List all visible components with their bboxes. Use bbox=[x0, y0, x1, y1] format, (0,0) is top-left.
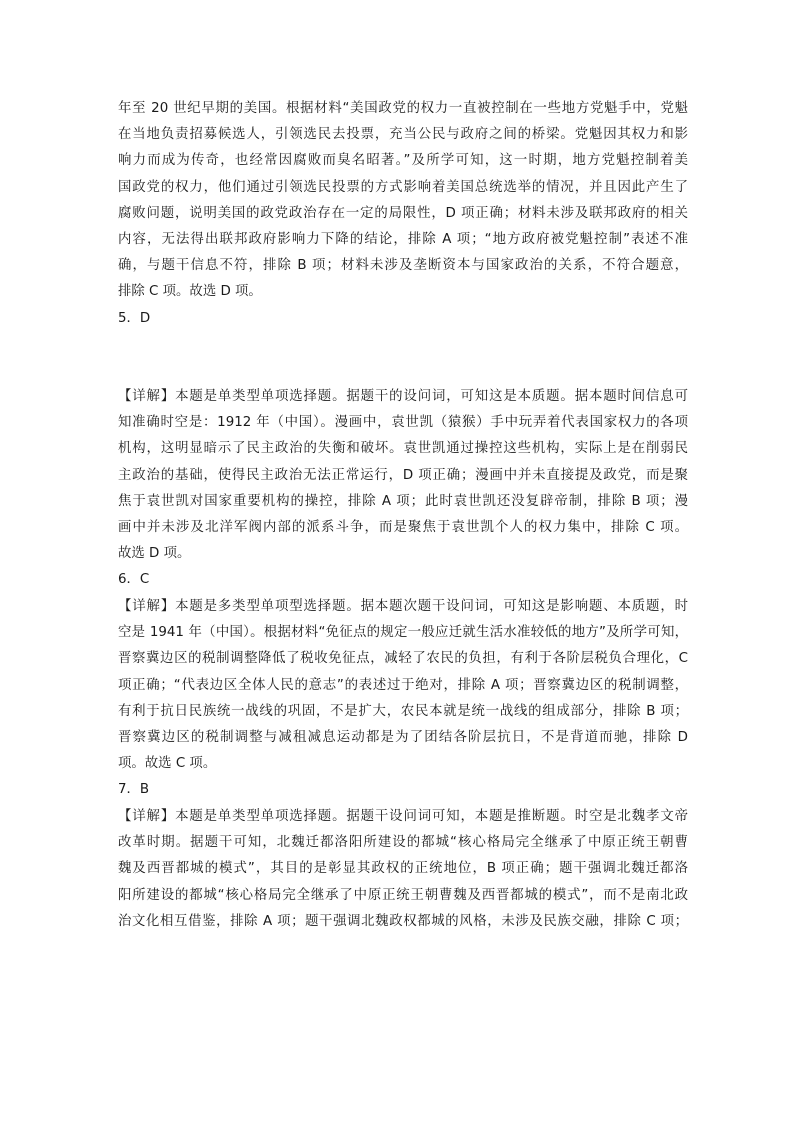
text-line: 改革时期。据题干可知，北魏迁都洛阳所建设的都城“核心格局完全继承了中原正统王朝曹 bbox=[118, 835, 688, 851]
text-line: 腐败问题，说明美国的政党政治存在一定的局限性，D 项正确；材料未涉及联邦政府的相关 bbox=[118, 205, 688, 221]
answer-4-explanation bbox=[118, 96, 688, 332]
text-line: 国政党的权力，他们通过引领选民投票的方式影响着美国总统选举的情况，并且因此产生了 bbox=[118, 179, 688, 195]
text-line: 项。故选 C 项。 bbox=[118, 756, 217, 772]
text-line: 画中并未涉及北洋军阀内部的派系斗争，而是聚焦于袁世凯个人的权力集中，排除 C 项。 bbox=[118, 519, 688, 535]
text-line: 年至 20 世纪早期的美国。根据材料“美国政党的权力一直被控制在一些地方党魁手中，党魁 bbox=[118, 101, 688, 116]
text-line: 【详解】本题是单类型单项选择题。据题干设问词可知，本题是推断题。时空是北魏孝文帝 bbox=[118, 809, 688, 824]
text-line: 【详解】本题是多类型单项型选择题。据本题次题干设问词，可知这是影响题、本质题，时 bbox=[118, 599, 688, 614]
text-line: 【详解】本题是单类型单项选择题。据题干的设问词，可知这是本质题。据本题时间信息可 bbox=[118, 389, 688, 404]
answer-5-heading: 5．D bbox=[118, 310, 151, 326]
answer-6-explanation bbox=[118, 594, 688, 804]
text-line: 知准确时空是：1912 年（中国）。漫画中，袁世凯（猿猴）手中玩弄着代表国家权力的各项 bbox=[118, 415, 688, 431]
answer-6-heading: 6．C bbox=[118, 572, 150, 588]
text-line: 焦于袁世凯对国家重要机构的操控，排除 A 项；此时袁世凯还没复辟帝制，排除 B 项；漫 bbox=[118, 493, 688, 509]
answer-7-heading: 7．B bbox=[118, 782, 150, 798]
text-line: 项正确；“代表边区全体人民的意志”的表述过于绝对，排除 A 项；晋察冀边区的税制调整， bbox=[118, 677, 688, 693]
text-line: 晋察冀边区的税制调整与减租减息运动都是为了团结各阶层抗日，不是背道而驰，排除 D bbox=[118, 729, 688, 745]
text-line: 阳所建设的都城“核心格局完全继承了中原正统王朝曹魏及西晋都城的模式”，而不是南北政 bbox=[118, 887, 688, 903]
answer-5-explanation bbox=[118, 384, 688, 594]
text-line: 排除 C 项。故选 D 项。 bbox=[118, 284, 262, 300]
text-line: 故选 D 项。 bbox=[118, 546, 191, 562]
text-line: 空是 1941 年（中国）。根据材料“免征点的规定一般应迁就生活水准较低的地方”及所学可知， bbox=[118, 625, 688, 641]
text-line: 机构，这明显暗示了民主政治的失衡和破坏。袁世凯通过操控这些机构，实际上是在削弱民 bbox=[118, 441, 688, 457]
text-line: 晋察冀边区的税制调整降低了税收免征点，减轻了农民的负担，有利于各阶层税负合理化，C bbox=[118, 651, 688, 667]
text-line: 在当地负责招募候选人，引领选民去投票，充当公民与政府之间的桥梁。党魁因其权力和影 bbox=[118, 127, 688, 143]
text-line: 主政治的基础，使得民主政治无法正常运行，D 项正确；漫画中并未直接提及政党，而是聚 bbox=[118, 467, 688, 483]
text-line: 有利于抗日民族统一战线的巩固，不是扩大，农民本就是统一战线的组成部分，排除 B 项； bbox=[118, 703, 688, 719]
text-line: 响力而成为传奇，也经常因腐败而臭名昭著。”及所学可知，这一时期，地方党魁控制着美 bbox=[118, 153, 688, 169]
text-line: 魏及西晋都城的模式”，其目的是彰显其政权的正统地位，B 项正确；题干强调北魏迁都洛 bbox=[118, 861, 688, 877]
text-line: 治文化相互借鉴，排除 A 项；题干强调北魏政权都城的风格，未涉及民族交融，排除 C 项； bbox=[118, 913, 688, 929]
text-line: 确，与题干信息不符，排除 B 项；材料未涉及垄断资本与国家政治的关系，不符合题意， bbox=[118, 258, 688, 274]
text-line: 内容，无法得出联邦政府影响力下降的结论，排除 A 项；“地方政府被党魁控制”表述不准 bbox=[118, 231, 688, 247]
answer-7-explanation bbox=[118, 804, 688, 935]
